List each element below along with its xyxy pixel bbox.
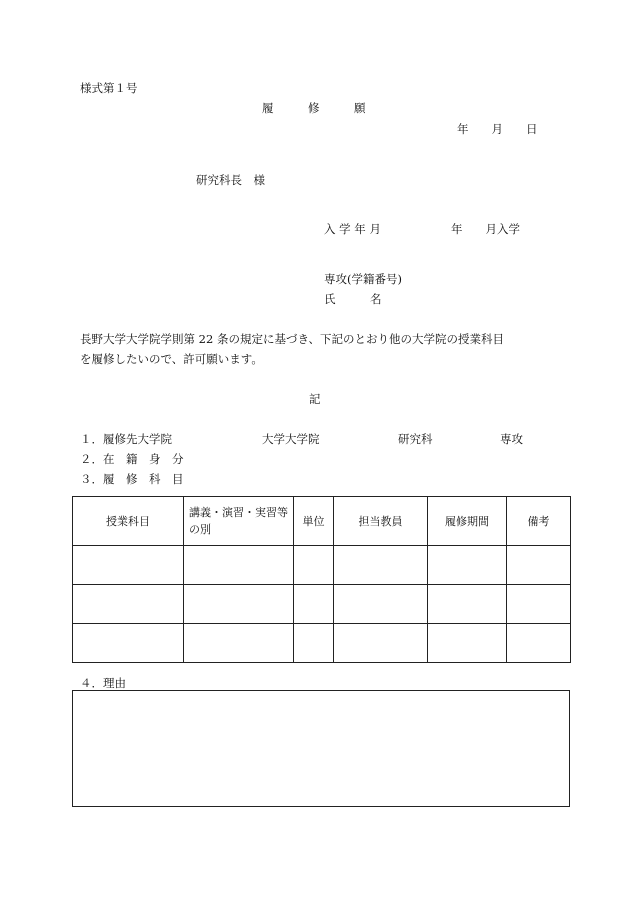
table-row bbox=[73, 624, 571, 663]
addressee: 研究科長 様 bbox=[196, 173, 265, 187]
table-cell[interactable] bbox=[334, 624, 428, 663]
table-cell[interactable] bbox=[294, 624, 334, 663]
item2-label: ２．在 籍 身 分 bbox=[80, 452, 184, 466]
item3-label: ３．履 修 科 目 bbox=[80, 472, 184, 486]
table-cell[interactable] bbox=[334, 546, 428, 585]
table-cell[interactable] bbox=[507, 585, 571, 624]
enrollment-label: 入 学 年 月 bbox=[324, 222, 381, 236]
body-line-2: を履修したいので、許可願います。 bbox=[80, 352, 263, 366]
name-label: 氏 名 bbox=[324, 292, 382, 306]
table-cell[interactable] bbox=[428, 546, 507, 585]
table-cell[interactable] bbox=[184, 585, 294, 624]
table-cell[interactable] bbox=[73, 624, 184, 663]
ki-heading: 記 bbox=[309, 392, 321, 406]
table-cell[interactable] bbox=[294, 585, 334, 624]
date-line: 年 月 日 bbox=[457, 122, 538, 136]
table-cell[interactable] bbox=[73, 546, 184, 585]
header-class-type: 講義・演習・実習等の別 bbox=[184, 497, 294, 546]
table-row bbox=[73, 585, 571, 624]
header-remarks: 備考 bbox=[507, 497, 571, 546]
body-line-1: 長野大学大学院学則第 22 条の規定に基づき、下記のとおり他の大学院の授業科目 bbox=[80, 332, 504, 346]
table-cell[interactable] bbox=[184, 624, 294, 663]
table-row bbox=[73, 546, 571, 585]
form-number: 様式第１号 bbox=[80, 81, 138, 95]
header-period: 履修期間 bbox=[428, 497, 507, 546]
item1-label: １．履修先大学院 bbox=[80, 432, 172, 446]
header-credits: 単位 bbox=[294, 497, 334, 546]
table-cell[interactable] bbox=[428, 624, 507, 663]
item1-university: 大学大学院 bbox=[262, 432, 320, 446]
major-label: 専攻(学籍番号) bbox=[324, 272, 402, 286]
table-cell[interactable] bbox=[184, 546, 294, 585]
table-cell[interactable] bbox=[507, 546, 571, 585]
table-header-row bbox=[73, 497, 571, 546]
enrollment-value: 年 月入学 bbox=[451, 222, 520, 236]
header-instructor: 担当教員 bbox=[334, 497, 428, 546]
table-cell[interactable] bbox=[294, 546, 334, 585]
table-cell[interactable] bbox=[334, 585, 428, 624]
table-cell[interactable] bbox=[428, 585, 507, 624]
course-table bbox=[72, 496, 571, 663]
table-cell[interactable] bbox=[507, 624, 571, 663]
item1-major: 専攻 bbox=[500, 432, 523, 446]
header-course: 授業科目 bbox=[73, 497, 184, 546]
table-cell[interactable] bbox=[73, 585, 184, 624]
form-title: 履 修 願 bbox=[262, 101, 366, 115]
item1-graduate-school: 研究科 bbox=[398, 432, 433, 446]
reason-textbox[interactable] bbox=[72, 690, 570, 807]
item4-label: ４．理由 bbox=[80, 676, 126, 690]
